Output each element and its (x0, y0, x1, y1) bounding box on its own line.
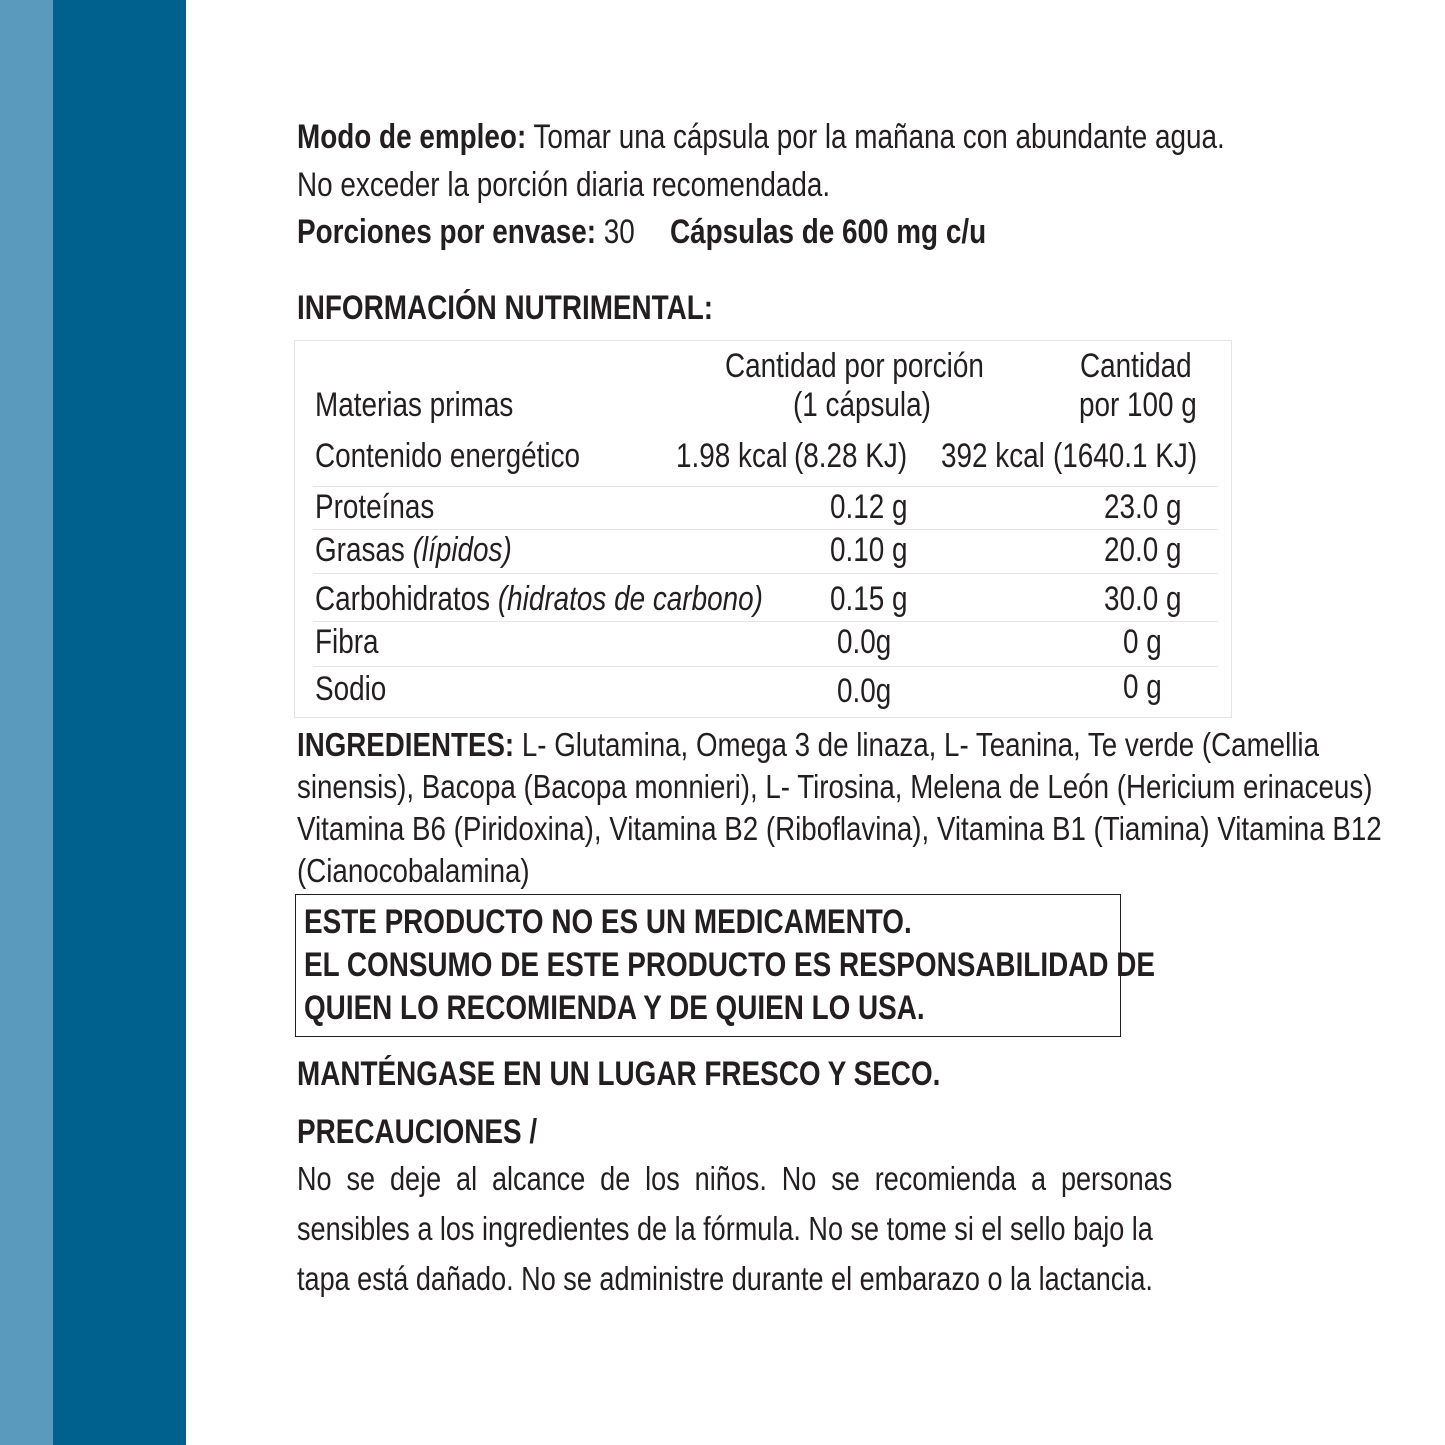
header-per-100-2: por 100 g (1079, 386, 1197, 424)
energy-per-100-kcal: 392 kcal (941, 437, 1045, 475)
precautions-line-2: sensibles a los ingredientes de la fórmula. No se tome si el sello bajo la (297, 1210, 1153, 1247)
ingredients-label: INGREDIENTES: (297, 726, 515, 763)
warning-line-2: EL CONSUMO DE ESTE PRODUCTO ES RESPONSABILIDAD DE (304, 946, 1155, 984)
row-carbohidratos-per-100: 30.0 g (1104, 580, 1182, 618)
nutrition-title (297, 288, 804, 328)
storage-notice: MANTÉNGASE EN UN LUGAR FRESCO Y SECO. (297, 1055, 941, 1093)
precautions-line-3: tapa está dañado. No se administre durante el embarazo o la lactancia. (297, 1260, 1153, 1297)
header-per-100-1: Cantidad (1080, 347, 1192, 385)
header-per-serving-1: Cantidad por porción (725, 347, 984, 385)
row-sodio-label: Sodio (315, 670, 387, 708)
row-sodio-per-100: 0 g (1123, 668, 1162, 706)
usage-label: Modo de empleo: (297, 118, 527, 156)
precautions-title: PRECAUCIONES / (297, 1113, 538, 1151)
row-divider (313, 573, 1218, 574)
energy-per-serving-kj: (8.28 KJ) (794, 437, 908, 475)
warning-box (295, 894, 1155, 1037)
row-fibra-label: Fibra (315, 623, 379, 661)
precautions-line-1: No se deje al alcance de los niños. No se recomienda a personas (297, 1160, 1173, 1197)
ingredients-line-4: (Cianocobalamina) (297, 852, 530, 889)
nutrition-table (294, 340, 1232, 718)
capsules-info (670, 212, 1056, 252)
row-proteinas-per-100: 23.0 g (1104, 488, 1182, 526)
left-stripe-light (0, 0, 53, 1445)
row-proteinas-per-serving: 0.12 g (830, 488, 908, 526)
row-divider (313, 621, 1218, 622)
row-proteinas-label: Proteínas (315, 488, 435, 526)
servings-label: Porciones por envase: (297, 213, 597, 251)
nutrition-title-text: INFORMACIÓN NUTRIMENTAL: (297, 289, 714, 327)
left-stripe-dark (53, 0, 186, 1445)
row-carbohidratos-label: Carbohidratos (hidratos de carbono) (315, 580, 763, 618)
row-sodio-per-serving: 0.0g (837, 672, 892, 710)
usage-text: Tomar una cápsula por la mañana con abundante agua. (533, 118, 1225, 156)
warning-line-1: ESTE PRODUCTO NO ES UN MEDICAMENTO. (304, 903, 912, 941)
ingredients-paragraph (297, 724, 1382, 892)
servings-line (297, 212, 709, 252)
ingredients-line-2: sinensis), Bacopa (Bacopa monnieri), L- Tirosina, Melena de León (Hericium erinaceus) (297, 768, 1373, 805)
usage-line-2 (297, 165, 947, 205)
capsules-text: Cápsulas de 600 mg c/u (670, 213, 987, 251)
header-materias-primas: Materias primas (315, 386, 514, 424)
row-grasas-per-serving: 0.10 g (830, 531, 908, 569)
row-carbohidratos-per-serving: 0.15 g (830, 580, 908, 618)
row-fibra-per-100: 0 g (1123, 623, 1162, 661)
usage-line (297, 117, 1428, 157)
row-fibra-per-serving: 0.0g (837, 623, 892, 661)
row-grasas-per-100: 20.0 g (1104, 531, 1182, 569)
energy-label: Contenido energético (315, 437, 581, 475)
row-grasas-label: Grasas (lípidos) (315, 531, 512, 569)
warning-line-3: QUIEN LO RECOMIENDA Y DE QUIEN LO USA. (304, 989, 925, 1027)
ingredients-line-3: Vitamina B6 (Piridoxina), Vitamina B2 (Riboflavina), Vitamina B1 (Tiamina) Vitamina B12 (297, 810, 1382, 847)
ingredients-line-1: L- Glutamina, Omega 3 de linaza, L- Teanina, Te verde (Camellia (521, 726, 1319, 763)
row-divider (313, 666, 1218, 667)
energy-per-serving-kcal: 1.98 kcal (676, 437, 788, 475)
servings-value: 30 (603, 213, 635, 251)
usage-line2-text: No exceder la porción diaria recomendada. (297, 166, 831, 204)
energy-per-100-kj: (1640.1 KJ) (1053, 437, 1198, 475)
header-per-serving-2: (1 cápsula) (793, 386, 931, 424)
